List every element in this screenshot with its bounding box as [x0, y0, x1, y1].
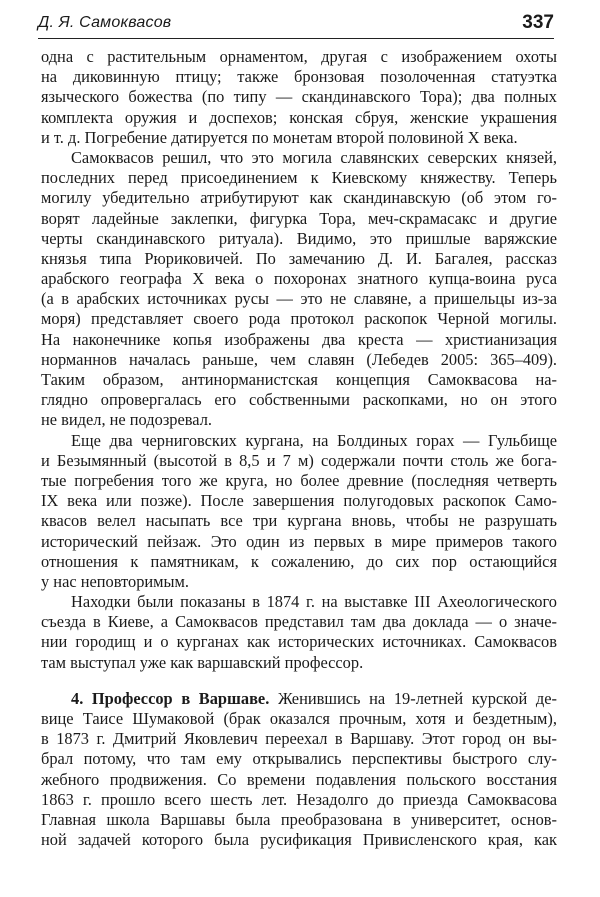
text-line: отношения к памятникам, к сожалению, до сих пор остающийся: [41, 551, 557, 571]
paragraph: [41, 592, 557, 673]
text-line: языческого божества (по типу — скандинавского Тора); два полных: [41, 87, 557, 107]
text-line: арабского географа X века о похоронах знатного купца-воина руса: [41, 269, 557, 289]
text-line: [41, 689, 557, 709]
section-gap: [41, 673, 557, 689]
text-line: брал потому, что там ему открывались перспективы быстрого слу-: [41, 749, 557, 769]
running-head: Д. Я. Самоквасов: [38, 14, 172, 31]
text-line: князья типа Рюриковичей. По замечанию Д. И. Багалея, рассказ: [41, 248, 557, 268]
text-line: комплекта оружия и доспехов; конская сбруя, женские украшения: [41, 107, 557, 127]
text-line: могилу убедительно атрибутируют как скандинавскую (об этом го-: [41, 188, 557, 208]
page-number: 337: [522, 12, 554, 33]
text-line: у нас неповторимым.: [41, 571, 190, 591]
text-line: Главная школа Варшавы была преобразована в университет, основ-: [41, 809, 557, 829]
text-line: IX века или позже). После завершения полугодовых раскопок Само-: [41, 491, 557, 511]
paragraph: [41, 148, 557, 431]
text-line: не видел, не подозревал.: [41, 410, 212, 430]
text-line: ворят ладейные заклепки, фигурка Тора, меч-скрамасакс и другие: [41, 208, 557, 228]
paragraph: [41, 431, 557, 593]
text-line: съезда в Киеве, а Самоквасов представил там два доклада — о значе-: [41, 612, 557, 632]
body-text: [41, 47, 557, 850]
text-line: моря) представляет своего рода протокол раскопок Черной могилы.: [41, 309, 557, 329]
text-line: и Безымянный (высотой в 8,5 и 7 м) содержали почти столь же бога-: [41, 450, 557, 470]
page-header: [38, 10, 554, 39]
text-line: вице Таисе Шумаковой (брак оказался прочным, хотя и бездетным),: [41, 709, 557, 728]
text-line: и т. д. Погребение датируется по монетам второй половиной X века.: [41, 127, 518, 147]
text-line: в 1873 г. Дмитрий Яковлевич переехал в Варшаву. Этот город он вы-: [41, 729, 557, 749]
text-line: глядно опровергалась его собственными раскопками, но он этого: [41, 390, 557, 410]
text-line: исторический пейзаж. Это один из первых в мире примеров такого: [41, 531, 557, 551]
text-line: норманнов началась раньше, чем славян (Лебедев 2005: 365–409).: [41, 349, 557, 369]
text-line: Находки были показаны в 1874 г. на выставке III Ахеологического: [71, 592, 557, 612]
text-line: последних перед присоединением к Киевскому княжеству. Теперь: [41, 168, 557, 188]
text-line: ной задачей которого была русификация Привисленского края, как: [41, 830, 557, 850]
section-paragraph: [41, 689, 557, 851]
text-line: нии городищ и о курганах как исторических источниках. Самоквасов: [41, 632, 557, 652]
section-first-line: Женившись на 19-летней курской де-: [269, 688, 557, 708]
text-line: квасов велел насыпать все три кургана вновь, чтобы не разрушать: [41, 511, 557, 531]
text-line: там выступал уже как варшавский профессор.: [41, 652, 364, 672]
text-line: (а в арабских источниках русы — это не славяне, а пришельцы из-за: [41, 289, 557, 309]
text-line: на диковинную птицу; также бронзовая позолоченная статуэтка: [41, 67, 557, 87]
text-line: 1863 г. прошло всего шесть лет. Незадолго до приезда Самоквасова: [41, 789, 557, 809]
text-line: жебного продвижения. Со времени подавления польского восстания: [41, 769, 557, 789]
text-line: Еще два черниговских кургана, на Болдиных горах — Гульбище: [71, 430, 557, 450]
text-line: Самоквасов решил, что это могила славянских северских князей,: [71, 147, 557, 167]
section-heading: 4. Профессор в Варшаве.: [71, 688, 270, 708]
paragraph: [41, 47, 557, 148]
text-line: тые погребения того же круга, но более древние (последняя четверть: [41, 470, 557, 490]
text-line: черты скандинавского ритуала). Видимо, это пришлые варяжские: [41, 228, 557, 248]
text-line: Таким образом, антинорманистская концепция Самоквасова на-: [41, 370, 557, 389]
text-line: На наконечнике копья изображены два креста — христианизация: [41, 329, 557, 349]
text-line: одна с растительным орнаментом, другая с изображением охоты: [41, 47, 557, 66]
